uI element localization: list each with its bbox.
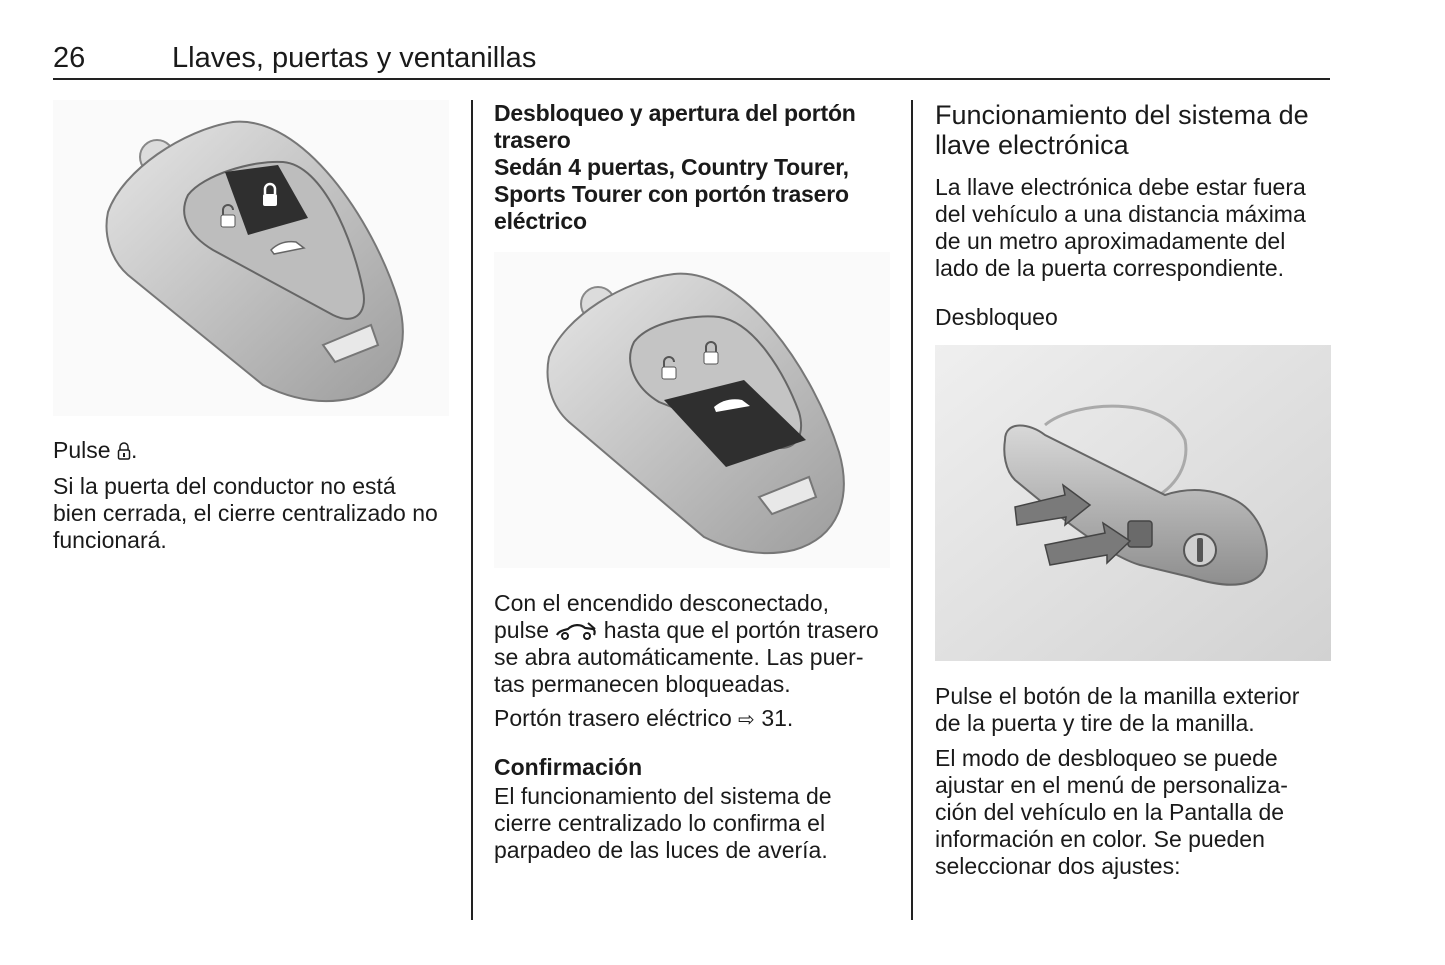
col1-p1-prefix: Pulse (53, 437, 111, 463)
col3-p3-line: El modo de desbloqueo se puede (935, 745, 1278, 771)
col2-p1-line (494, 617, 894, 644)
col3-heading-line: Funcionamiento del sistema de (935, 100, 1309, 130)
column-divider-1 (471, 100, 473, 920)
col2-paragraph-1 (494, 590, 894, 698)
key-fob-lock-figure (53, 100, 449, 416)
col2-heading (494, 100, 894, 235)
trunk-symbol-icon (555, 621, 597, 641)
key-fob-trunk-figure (494, 252, 890, 568)
col1-p2-line: funcionará. (53, 527, 167, 553)
col3-p2-line: Pulse el botón de la manilla exterior (935, 683, 1300, 709)
col3-p1-line: lado de la puerta correspondiente. (935, 255, 1285, 281)
col2-heading-line: Sedán 4 puertas, Country Tourer, (494, 154, 849, 180)
col3-p3-line: información en color. Se pueden (935, 826, 1265, 852)
col2-p3-line: parpadeo de las luces de avería. (494, 837, 828, 863)
col1-paragraph-1 (53, 437, 137, 464)
page-reference-arrow-icon: ⇨ (738, 707, 755, 731)
col2-heading-line: eléctrico (494, 208, 587, 234)
door-handle-illustration (935, 345, 1331, 661)
handle-button (1128, 521, 1152, 547)
col1-p1-suffix: . (130, 437, 138, 463)
col3-paragraph-2 (935, 683, 1335, 737)
col1-p2-line: Si la puerta del conductor no está (53, 473, 396, 499)
col2-paragraph-3 (494, 783, 894, 864)
col3-p3-line: ción del vehículo en la Pantalla de (935, 799, 1285, 825)
col2-p3-line: cierre centralizado lo confirma el (494, 810, 826, 836)
door-handle-figure (935, 345, 1331, 661)
lock-symbol-icon (117, 441, 131, 461)
col1-p2-line: bien cerrada, el cierre centralizado no (53, 500, 438, 526)
col3-subheading: Desbloqueo (935, 304, 1058, 330)
col3-p2-line: de la puerta y tire de la manilla. (935, 710, 1255, 736)
key-cylinder-slot (1197, 538, 1203, 562)
col2-p1-line: tas permanecen bloqueadas. (494, 671, 791, 697)
col3-p1-line: de un metro aproximadamente del (935, 228, 1286, 254)
col3-heading-line: llave electrónica (935, 130, 1129, 160)
col1-paragraph-2 (53, 473, 453, 554)
key-fob-trunk-illustration (494, 252, 890, 568)
col2-p3-line: El funcionamiento del sistema de (494, 783, 832, 809)
col3-p3-line: seleccionar dos ajustes: (935, 853, 1181, 879)
col3-p1-line: La llave electrónica debe estar fuera (935, 174, 1306, 200)
col2-heading-line: trasero (494, 127, 571, 153)
col3-heading (935, 100, 1335, 160)
col2-p2-text: Portón trasero eléctrico (494, 705, 732, 731)
col2-p1-prefix: pulse (494, 617, 549, 643)
col2-p1-line: se abra automáticamente. Las puer- (494, 644, 864, 670)
page-header (53, 40, 1330, 80)
col2-heading-line: Desbloqueo y apertura del portón (494, 100, 856, 126)
page-number: 26 (53, 42, 86, 74)
col2-p1-suffix: hasta que el portón trasero (603, 617, 879, 643)
col2-heading-line: Sports Tourer con portón trasero (494, 181, 849, 207)
col3-p1-line: del vehículo a una distancia máxima (935, 201, 1306, 227)
page-reference-link[interactable]: 31. (761, 705, 794, 731)
col3-paragraph-1 (935, 174, 1335, 282)
key-fob-lock-illustration (53, 100, 449, 416)
col2-p1-line: Con el encendido desconectado, (494, 590, 830, 616)
col3-paragraph-3 (935, 745, 1335, 880)
col3-p3-line: ajustar en el menú de personaliza- (935, 772, 1288, 798)
col2-subheading: Confirmación (494, 754, 643, 780)
chapter-title: Llaves, puertas y ventanillas (172, 42, 537, 74)
column-divider-2 (911, 100, 913, 920)
col2-paragraph-2 (494, 705, 793, 733)
